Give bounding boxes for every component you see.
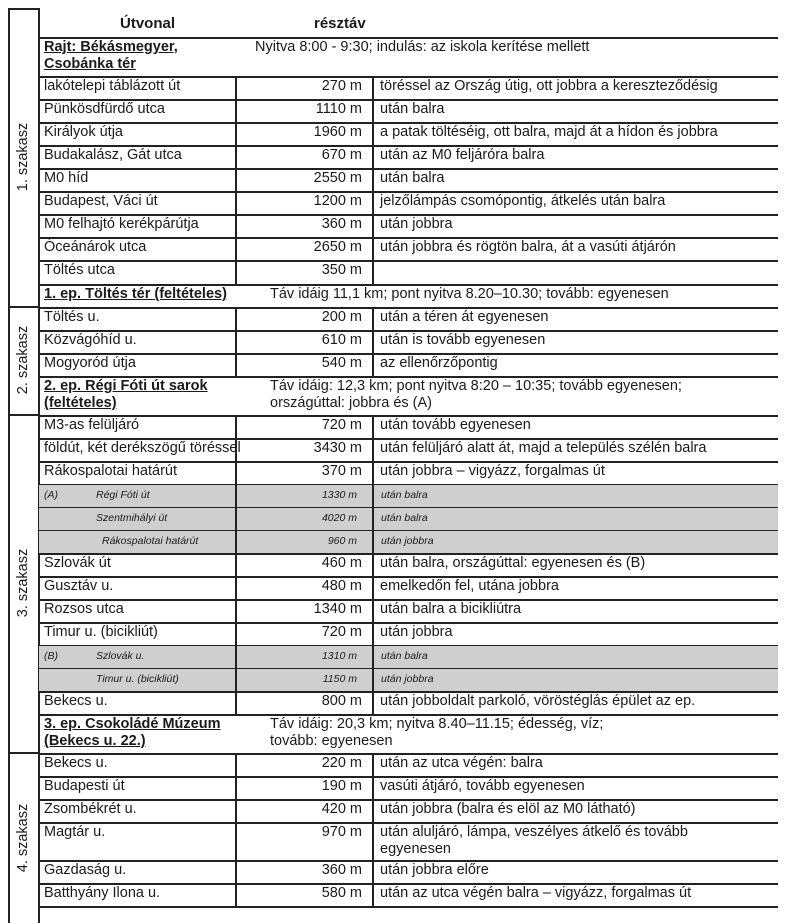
direction-note: emelkedőn fel, utána jobbra: [380, 578, 559, 594]
alternative-route: Szlovák u.: [96, 650, 145, 662]
route-name: M3-as felüljáró: [44, 417, 140, 433]
distance-value: 360 m: [321, 216, 362, 232]
column-divider: [235, 260, 237, 284]
distance-value: 420 m: [321, 801, 362, 817]
route-name: Budapest, Váci út: [44, 193, 158, 209]
column-divider: [372, 145, 374, 168]
column-divider: [372, 260, 374, 284]
distance-column-header: résztáv: [314, 15, 366, 32]
route-name: Királyok útja: [44, 124, 123, 140]
direction-note: után az utca végén: balra: [380, 755, 543, 771]
distance-value: 2550 m: [313, 170, 362, 186]
alternative-route: Szentmihályi út: [96, 512, 168, 524]
section-column-top-border: [8, 8, 38, 10]
column-divider: [372, 645, 374, 668]
column-divider: [372, 461, 374, 484]
section-label: 4. szakasz: [15, 803, 31, 872]
direction-note: után balra a bicikliútra: [380, 601, 522, 617]
column-divider: [235, 353, 237, 376]
column-divider: [372, 576, 374, 599]
route-name: Közvágóhíd u.: [44, 332, 137, 348]
direction-note: után jobbra: [380, 216, 453, 232]
alternative-note: után jobbra: [381, 535, 434, 547]
column-divider: [235, 822, 237, 860]
column-divider: [235, 553, 237, 576]
section-label: 1. szakasz: [15, 122, 31, 192]
column-divider: [235, 776, 237, 799]
column-divider: [372, 415, 374, 438]
checkpoint-name: 3. ep. Csokoládé Múzeum: [44, 716, 221, 732]
column-divider: [372, 438, 374, 461]
column-divider: [372, 776, 374, 799]
column-divider: [372, 691, 374, 714]
route-name: Magtár u.: [44, 824, 106, 840]
alternative-note: után balra: [381, 650, 428, 662]
route-name: Mogyoród útja: [44, 355, 136, 371]
distance-value: 460 m: [321, 555, 362, 571]
column-divider: [372, 214, 374, 237]
checkpoint-note: Nyitva 8:00 - 9:30; indulás: az iskola kerítése mellett: [255, 39, 590, 55]
route-name: M0 felhajtó kerékpárútja: [44, 216, 199, 232]
section-divider: [8, 306, 38, 308]
column-divider: [372, 168, 374, 191]
route-name: Töltés u.: [44, 309, 100, 325]
distance-value: 1200 m: [313, 193, 362, 209]
checkpoint-name: Rajt: Békásmegyer,: [44, 39, 178, 55]
route-name: Gusztáv u.: [44, 578, 114, 594]
direction-note: után felüljáró alatt át, majd a település szélén balra: [380, 440, 707, 456]
checkpoint-name-line2: (Bekecs u. 22.): [44, 733, 146, 749]
column-divider: [372, 507, 374, 530]
column-divider: [235, 237, 237, 260]
column-divider: [372, 99, 374, 122]
column-divider: [372, 530, 374, 553]
checkpoint-note: Táv idáig: 20,3 km; nyitva 8.40–11.15; édesség, víz;: [270, 716, 604, 732]
section-column-left-border: [8, 8, 10, 923]
checkpoint-name: 2. ep. Régi Fóti út sarok: [44, 378, 208, 394]
distance-value: 190 m: [321, 778, 362, 794]
route-column-header: Útvonal: [120, 15, 176, 32]
distance-value: 540 m: [321, 355, 362, 371]
route-name: Batthyány Ilona u.: [44, 885, 161, 901]
column-divider: [235, 753, 237, 776]
column-divider: [235, 484, 237, 507]
column-divider: [372, 622, 374, 645]
checkpoint-note: Táv idáig 11,1 km; pont nyitva 8.20–10.30; tovább: egyenesen: [270, 286, 669, 302]
direction-note: a patak töltéséig, ott balra, majd át a hídon és jobbra: [380, 124, 718, 140]
route-name: M0 híd: [44, 170, 89, 186]
distance-value: 610 m: [321, 332, 362, 348]
distance-value: 200 m: [321, 309, 362, 325]
route-name: Gazdaság u.: [44, 862, 127, 878]
section-label: 3. szakasz: [15, 548, 31, 618]
direction-note: után jobbra előre: [380, 862, 489, 878]
alternative-distance: 1310 m: [321, 650, 357, 662]
column-divider: [235, 860, 237, 883]
column-divider: [235, 461, 237, 484]
column-divider: [235, 691, 237, 714]
checkpoint-name-line2: (feltételes): [44, 395, 117, 411]
alternative-route: Régi Fóti út: [96, 489, 150, 501]
direction-note: töréssel az Ország útig, ott jobbra a kereszteződésig: [380, 78, 718, 94]
distance-value: 800 m: [321, 693, 362, 709]
checkpoint-name: 1. ep. Töltés tér (feltételes): [44, 286, 227, 302]
section-label: 2. szakasz: [15, 325, 31, 395]
column-divider: [372, 668, 374, 691]
distance-value: 270 m: [321, 78, 362, 94]
distance-value: 3430 m: [313, 440, 362, 456]
column-divider: [372, 799, 374, 822]
alternative-distance: 960 m: [327, 535, 357, 547]
alternative-distance: 4020 m: [321, 512, 357, 524]
column-divider: [235, 122, 237, 145]
column-divider: [235, 415, 237, 438]
column-divider: [372, 553, 374, 576]
route-name: lakótelepi táblázott út: [44, 78, 181, 94]
direction-note: vasúti átjáró, tovább egyenesen: [380, 778, 585, 794]
direction-note: után jobboldalt parkoló, vöröstéglás épület az ep.: [380, 693, 696, 709]
distance-value: 350 m: [321, 262, 362, 278]
direction-note: után jobbra: [380, 624, 453, 640]
direction-note: után az M0 feljáróra balra: [380, 147, 545, 163]
distance-value: 220 m: [321, 755, 362, 771]
column-divider: [235, 307, 237, 330]
distance-value: 970 m: [321, 824, 362, 840]
distance-value: 370 m: [321, 463, 362, 479]
checkpoint-note-line2: tovább: egyenesen: [270, 733, 393, 749]
alternative-route: Rákospalotai határút: [102, 535, 199, 547]
distance-value: 1110 m: [315, 101, 362, 117]
direction-note: az ellenőrzőpontig: [380, 355, 498, 371]
route-name: Szlovák út: [44, 555, 111, 571]
alternative-distance: 1150 m: [322, 673, 357, 685]
column-divider: [235, 799, 237, 822]
route-name: Timur u. (bicikliút): [44, 624, 158, 640]
route-name: Rákospalotai határút: [44, 463, 177, 479]
column-divider: [235, 191, 237, 214]
direction-note: után jobbra (balra és elöl az M0 látható): [380, 801, 636, 817]
column-divider: [235, 99, 237, 122]
route-name: Pünkösdfürdő utca: [44, 101, 165, 117]
direction-note: után balra: [380, 101, 445, 117]
route-name: Budapesti út: [44, 778, 125, 794]
distance-value: 720 m: [321, 417, 362, 433]
column-divider: [235, 530, 237, 553]
column-divider: [372, 191, 374, 214]
alternative-distance: 1330 m: [321, 489, 357, 501]
column-divider: [235, 622, 237, 645]
distance-value: 720 m: [321, 624, 362, 640]
column-divider: [372, 330, 374, 353]
column-divider: [372, 307, 374, 330]
checkpoint-name-line2: Csobánka tér: [44, 56, 136, 72]
column-divider: [372, 599, 374, 622]
direction-note: után aluljáró, lámpa, veszélyes átkelő és tovább: [380, 824, 688, 840]
distance-value: 670 m: [321, 147, 362, 163]
route-name: Bekecs u.: [44, 755, 108, 771]
column-divider: [372, 753, 374, 776]
direction-note: jelzőlámpás csomópontig, átkelés után balra: [380, 193, 666, 209]
distance-value: 360 m: [321, 862, 362, 878]
section-divider: [8, 752, 38, 754]
column-divider: [235, 507, 237, 530]
row-divider: [38, 260, 778, 262]
alternative-note: után balra: [381, 489, 428, 501]
column-divider: [235, 330, 237, 353]
section-divider: [8, 414, 38, 416]
row-divider: [38, 906, 778, 908]
alternative-note: után balra: [381, 512, 428, 524]
direction-note: után is tovább egyenesen: [380, 332, 546, 348]
alternative-note: után jobbra: [381, 673, 434, 685]
direction-note: után jobbra és rögtön balra, át a vasúti átjárón: [380, 239, 676, 255]
direction-note-line2: egyenesen: [380, 841, 451, 857]
column-divider: [235, 168, 237, 191]
checkpoint-note-line2: országúttal: jobbra és (A): [270, 395, 432, 411]
alternative-tag: (B): [44, 650, 58, 662]
alternative-route: Timur u. (bicikliút): [96, 673, 179, 685]
direction-note: után az utca végén balra – vigyázz, forgalmas út: [380, 885, 692, 901]
route-name: Budakalász, Gát utca: [44, 147, 182, 163]
column-divider: [235, 668, 237, 691]
distance-value: 480 m: [321, 578, 362, 594]
distance-value: 580 m: [321, 885, 362, 901]
distance-value: 2650 m: [313, 239, 362, 255]
route-name: Rozsos utca: [44, 601, 124, 617]
column-divider: [372, 122, 374, 145]
direction-note: után balra: [380, 170, 445, 186]
column-divider: [372, 237, 374, 260]
alternative-tag: (A): [44, 489, 58, 501]
checkpoint-note: Táv idáig: 12,3 km; pont nyitva 8:20 – 10:35; tovább egyenesen;: [270, 378, 682, 394]
column-divider: [235, 76, 237, 99]
column-divider: [235, 576, 237, 599]
column-divider: [372, 353, 374, 376]
column-divider: [235, 883, 237, 906]
direction-note: után tovább egyenesen: [380, 417, 531, 433]
route-name: Óceánárok utca: [44, 239, 147, 255]
column-divider: [372, 822, 374, 860]
route-name: Bekecs u.: [44, 693, 108, 709]
direction-note: után balra, országúttal: egyenesen és (B): [380, 555, 646, 571]
direction-note: után a téren át egyenesen: [380, 309, 549, 325]
column-divider: [372, 860, 374, 883]
column-divider: [235, 214, 237, 237]
direction-note: után jobbra – vigyázz, forgalmas út: [380, 463, 605, 479]
distance-value: 1340 m: [313, 601, 362, 617]
column-divider: [235, 145, 237, 168]
route-name: Zsombékrét u.: [44, 801, 137, 817]
column-divider: [372, 484, 374, 507]
route-name: Töltés utca: [44, 262, 115, 278]
column-divider: [235, 599, 237, 622]
column-divider: [372, 76, 374, 99]
column-divider: [235, 645, 237, 668]
column-divider: [372, 883, 374, 906]
distance-value: 1960 m: [313, 124, 362, 140]
route-name: földút, két derékszögű töréssel: [44, 440, 241, 456]
